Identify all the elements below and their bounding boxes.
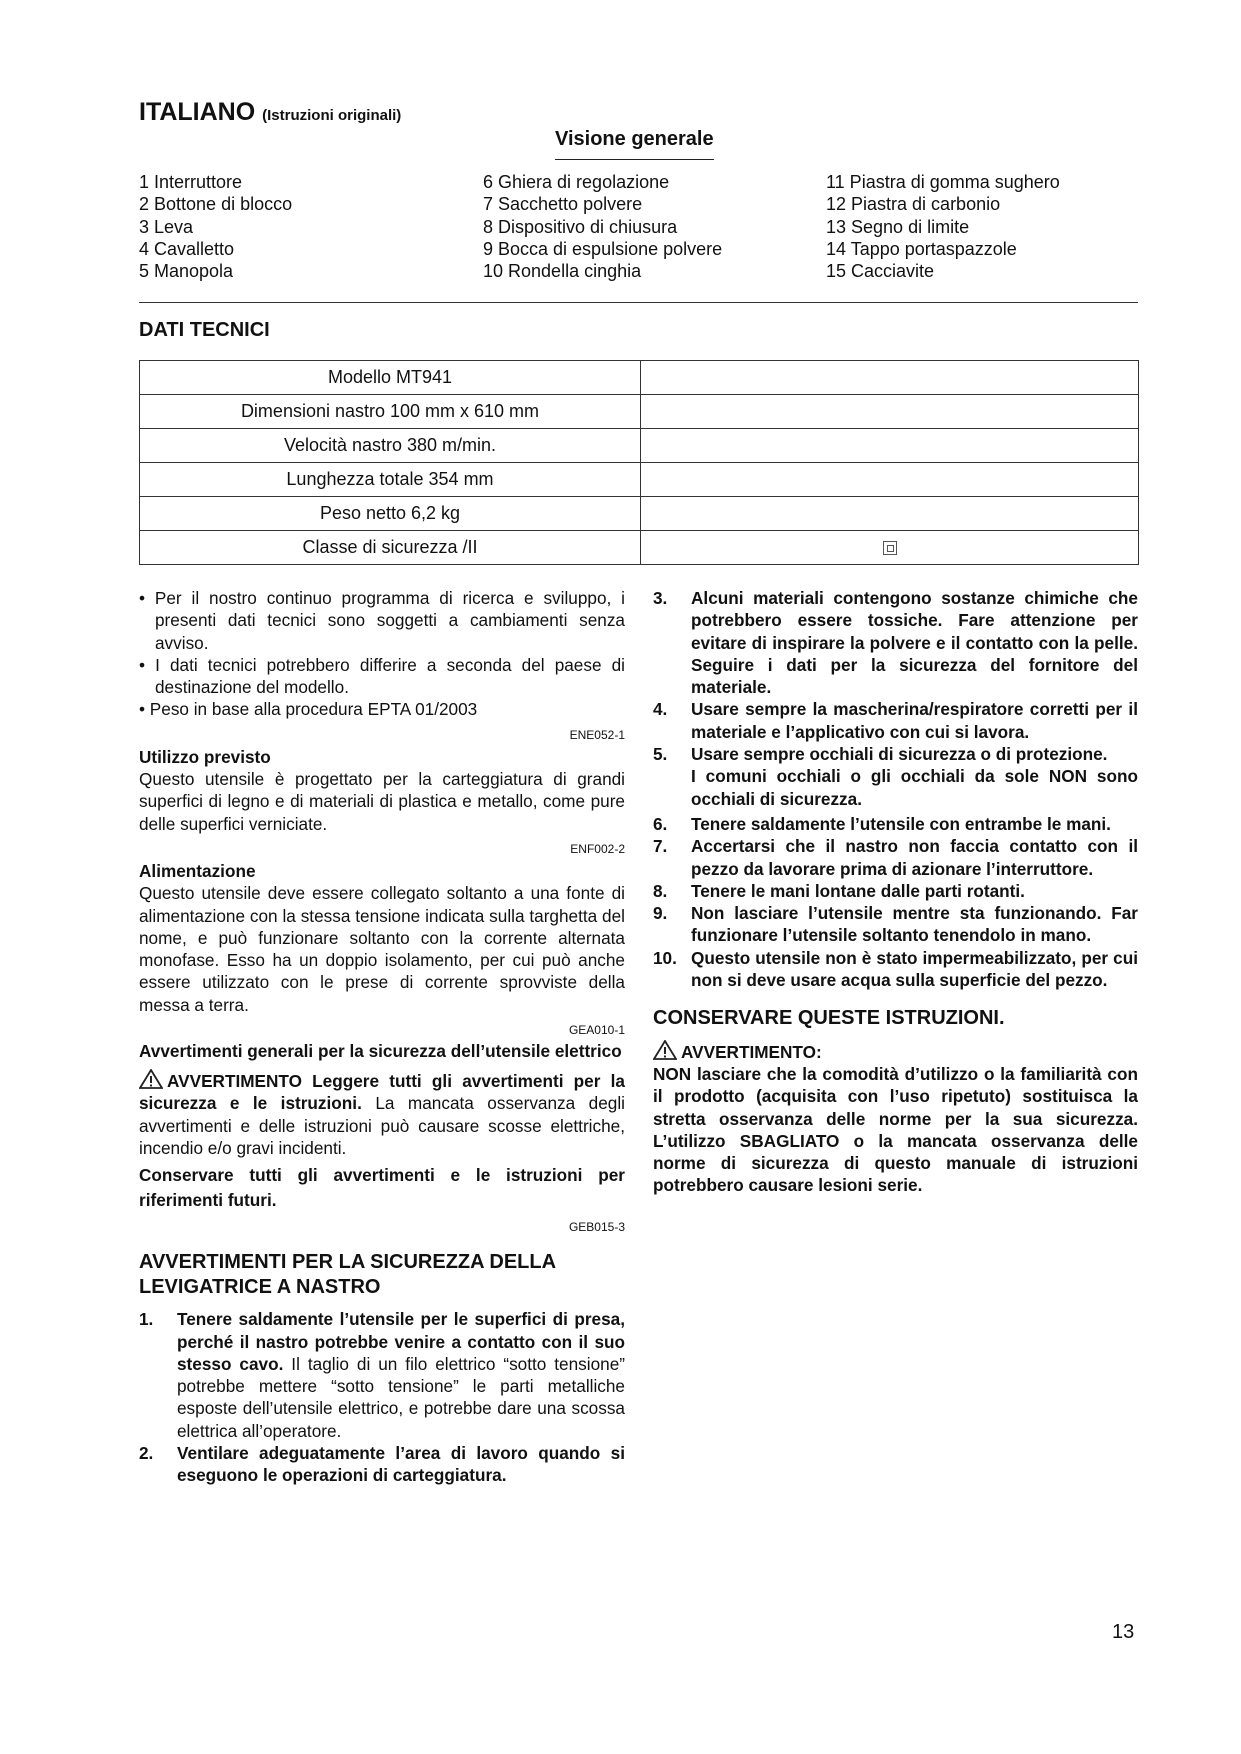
part-item: 14 Tappo portaspazzole: [826, 238, 1017, 259]
overview-title: Visione generale: [555, 128, 714, 160]
item-number: 10.: [653, 947, 677, 968]
item-bold-text: Tenere saldamente l’utensile per le superfici di presa, perché il nastro potrebbe venire a contatto con il suo stesso cavo.: [177, 1309, 625, 1374]
general-safety-warning: [139, 1069, 625, 1159]
safety-item-8: [653, 880, 1138, 902]
spec-value: [641, 463, 1139, 497]
item-text: [177, 1308, 625, 1442]
item-rest-text: Il taglio di un filo elettrico “sotto tensione” potrebbe mettere “sotto tensione” le parti metalliche esposte dell’utensile elettrico, e potrebbe dare una scossa elettrica all’operatore.: [177, 1353, 625, 1441]
part-item: 2 Bottone di blocco: [139, 194, 293, 215]
safety-item-3: [653, 587, 1138, 698]
belt-sander-safety-title: AVVERTIMENTI PER LA SICUREZZA DELLA LEVIGATRICE A NASTRO: [139, 1251, 556, 1299]
item-text: Alcuni materiali contengono sostanze chimiche che potrebbero essere tossiche. Fare attenzione per evitare di inspirare la polvere e il contatto con la pelle. Seguire i dati per la sicurezza del fornitore del materiale.: [691, 588, 1138, 698]
item-text: Tenere saldamente l’utensile con entrambe le mani.: [691, 813, 1111, 834]
part-item: 12 Piastra di carbonio: [826, 194, 1001, 215]
item-text: Usare sempre la mascherina/respiratore corretti per il materiale e l’applicativo con cui si lavora.: [691, 699, 1138, 742]
safety-item-10: [653, 947, 1138, 992]
parts-list-col-2: [483, 171, 722, 282]
part-item: 1 Interruttore: [139, 172, 243, 192]
item-number: 3.: [653, 588, 668, 608]
intended-use-text: Questo utensile è progettato per la carteggiatura di grandi superfici di legno e di materiali di plastica e metallo, come pure delle superfici verniciate.: [139, 769, 625, 834]
safety-item-1: [139, 1308, 625, 1442]
warning-rest-text: La mancata osservanza degli avvertimenti e delle istruzioni può causare scosse elettriche, incendio e/o gravi incidenti.: [139, 1093, 625, 1158]
spec-value: [641, 361, 1139, 395]
warning-triangle-icon: [653, 1040, 677, 1060]
warning-text: NON lasciare che la comodità d’utilizzo o la familiarità con il prodotto (acquisita con l’uso ripetuto) sostituisca la stretta osservanza delle norme per la sua sicurezza. L’utilizzo SBAGLIATO o la mancata osservanza delle norme di sicurezza di questo manuale di istruzioni potrebbero causare lesioni serie.: [653, 1063, 1138, 1196]
table-row: [140, 497, 1139, 531]
item-number: 1.: [139, 1309, 154, 1330]
spec-label: Classe di sicurezza /II: [140, 531, 641, 565]
table-row: [140, 531, 1139, 565]
language-note: (Istruzioni originali): [262, 107, 402, 124]
spec-note: • I dati tecnici potrebbero differire a seconda del paese di destinazione del modello.: [139, 654, 625, 698]
parts-list-col-1: [139, 171, 292, 282]
item-number: 6.: [653, 813, 668, 834]
item-number: 7.: [653, 836, 668, 857]
safety-item-4: [653, 698, 1138, 743]
part-item: 3 Leva: [139, 216, 194, 237]
item-text: Tenere le mani lontane dalle parti rotanti.: [691, 880, 1025, 901]
part-item: 10 Rondella cinghia: [483, 261, 642, 282]
safety-item-5: [653, 743, 1138, 810]
spec-label: Modello MT941: [140, 361, 641, 395]
page-number: 13: [1112, 1621, 1135, 1643]
specs-table: [139, 360, 1139, 565]
left-column: [139, 587, 625, 1487]
item-text: Accertarsi che il nastro non faccia contatto con il pezzo da lavorare prima di azionare l’interruttore.: [691, 836, 1138, 879]
right-column: [653, 587, 1138, 1197]
power-supply-text: Questo utensile deve essere collegato soltanto a una fonte di alimentazione con la stessa tensione indicata sulla targhetta del nome, e può funzionare soltanto con la corrente alternata monofase. Esso ha un doppio isolamento, per cui può anche essere utilizzato con le prese di corrente sprovviste della messa a terra.: [139, 883, 625, 1015]
part-item: 15 Cacciavite: [826, 261, 935, 282]
section-divider: [139, 302, 1138, 303]
spec-label: Peso netto 6,2 kg: [140, 497, 641, 531]
warning-label: AVVERTIMENTO:: [681, 1041, 822, 1062]
item-number: 8.: [653, 880, 668, 901]
warning-heading: [653, 1040, 1138, 1063]
item-text: Ventilare adeguatamente l’area di lavoro quando si eseguono le operazioni di carteggiatura.: [177, 1443, 625, 1486]
item-main-text: Usare sempre occhiali di sicurezza o di protezione.: [691, 744, 1108, 765]
spec-note: • Peso in base alla procedura EPTA 01/2003: [139, 699, 478, 720]
item-number: 9.: [653, 903, 668, 924]
language-title: [139, 98, 401, 127]
safety-item-9: [653, 902, 1138, 947]
part-item: 8 Dispositivo di chiusura: [483, 216, 678, 237]
spec-value-cell: [641, 531, 1139, 565]
part-item: 7 Sacchetto polvere: [483, 194, 643, 215]
item-text: Questo utensile non è stato impermeabilizzato, per cui non si deve usare acqua sulla superficie del pezzo.: [691, 947, 1138, 991]
parts-list-col-3: [826, 171, 1060, 282]
power-supply-title: Alimentazione: [139, 860, 256, 881]
part-item: 13 Segno di limite: [826, 216, 970, 237]
warning-bold-text: AVVERTIMENTO Leggere tutti gli avvertimenti per la sicurezza e le istruzioni.: [139, 1071, 625, 1114]
part-item: 4 Cavalletto: [139, 238, 235, 259]
part-item: 6 Ghiera di regolazione: [483, 172, 670, 192]
doc-code: GEB015-3: [568, 1220, 625, 1235]
specs-title: DATI TECNICI: [139, 319, 270, 341]
item-text: Non lasciare l’utensile mentre sta funzionando. Far funzionare l’utensile soltanto tenendolo in mano.: [691, 903, 1138, 946]
part-item: 11 Piastra di gomma sughero: [826, 172, 1060, 192]
general-safety-title: Avvertimenti generali per la sicurezza dell’utensile elettrico: [139, 1041, 622, 1062]
spec-note: • Per il nostro continuo programma di ricerca e sviluppo, i presenti dati tecnici sono soggetti a cambiamenti senza avviso.: [139, 588, 625, 653]
table-row: [140, 463, 1139, 497]
warning-triangle-icon: [139, 1069, 163, 1089]
doc-code: ENE052-1: [569, 727, 625, 742]
item-extra-text: I comuni occhiali o gli occhiali da sole NON sono occhiali di sicurezza.: [691, 766, 1138, 809]
save-instructions-title: CONSERVARE QUESTE ISTRUZIONI.: [653, 1007, 1005, 1030]
item-number: 5.: [653, 744, 668, 765]
table-row: [140, 429, 1139, 463]
doc-code: GEA010-1: [568, 1023, 625, 1038]
double-insulation-icon: [883, 541, 897, 555]
part-item: 9 Bocca di espulsione polvere: [483, 238, 723, 259]
intended-use-title: Utilizzo previsto: [139, 746, 271, 767]
keep-instructions-text: Conservare tutti gli avvertimenti e le istruzioni per riferimenti futuri.: [139, 1165, 625, 1211]
spec-label: Dimensioni nastro 100 mm x 610 mm: [140, 395, 641, 429]
item-number: 2.: [139, 1443, 154, 1464]
item-number: 4.: [653, 699, 668, 720]
item-text: [691, 743, 1138, 810]
safety-item-7: [653, 835, 1138, 880]
spec-value: [641, 395, 1139, 429]
language-name: ITALIANO: [139, 98, 256, 126]
spec-value: [641, 497, 1139, 531]
safety-item-6: [653, 813, 1138, 835]
doc-code: ENF002-2: [570, 841, 625, 856]
spec-value: [641, 429, 1139, 463]
table-row: [140, 395, 1139, 429]
safety-item-2: [139, 1442, 625, 1487]
spec-label: Velocità nastro 380 m/min.: [140, 429, 641, 463]
spec-label: Lunghezza totale 354 mm: [140, 463, 641, 497]
part-item: 5 Manopola: [139, 261, 234, 282]
table-row: [140, 361, 1139, 395]
